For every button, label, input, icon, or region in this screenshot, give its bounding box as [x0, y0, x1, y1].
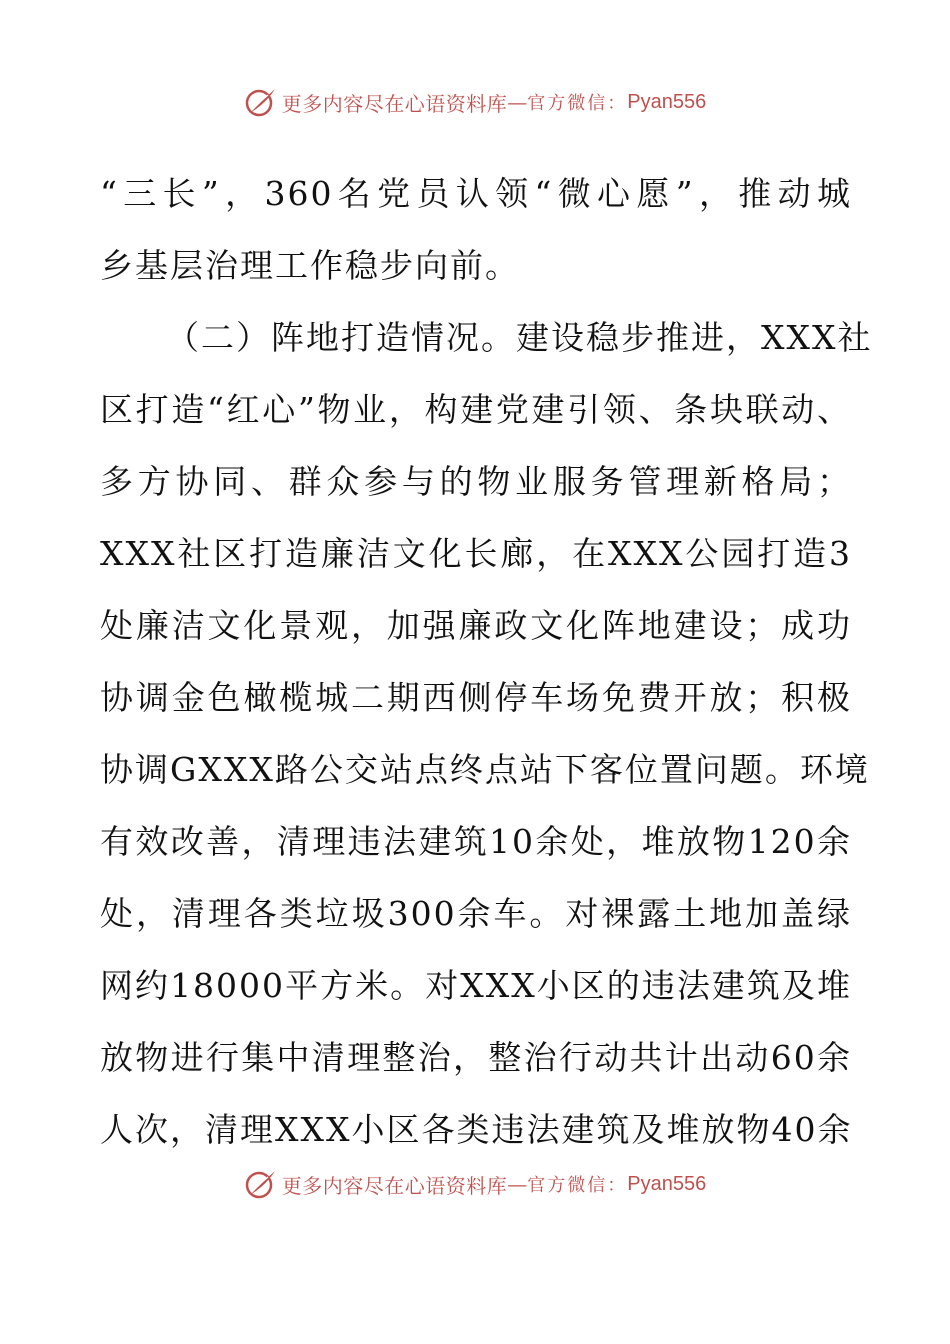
banner-separator: — — [507, 1172, 528, 1196]
paragraph-line: 乡基层治理工作稳步向前。 — [100, 246, 520, 285]
paragraph-line: 协调GXXX路公交站点终点站下客位置问题。环境 — [100, 750, 870, 789]
banner-title: 更多内容尽在心语资料库 — [281, 91, 508, 116]
banner-wechat-label: 官方微信： — [527, 93, 628, 114]
paragraph-line: 网约18000平方米。对XXX小区的违法建筑及堆 — [100, 966, 852, 1005]
header-banner — [0, 82, 950, 122]
paragraph-line: （二）阵地打造情况。建设稳步推进，XXX社 — [166, 318, 873, 357]
paragraph-line: 处廉洁文化景观，加强廉政文化阵地建设；成功 — [100, 606, 852, 645]
banner-title: 更多内容尽在心语资料库 — [281, 1173, 508, 1198]
document-body — [100, 158, 873, 1166]
paragraph-line: 区打造“红心”物业，构建党建引领、条块联动、 — [100, 390, 852, 429]
paragraph-line: 有效改善，清理违法建筑10余处，堆放物120余 — [100, 822, 852, 861]
paragraph-line: 处，清理各类垃圾300余车。对裸露土地加盖绿 — [100, 894, 852, 933]
banner-separator: — — [507, 90, 528, 114]
paragraph-line: 协调金色橄榄城二期西侧停车场免费开放；积极 — [100, 678, 852, 717]
quill-logo-icon — [244, 1167, 278, 1201]
banner-wechat-label: 官方微信： — [527, 1175, 628, 1196]
banner-wechat-id: Pyan556 — [627, 90, 707, 113]
paragraph-line: XXX社区打造廉洁文化长廊，在XXX公园打造3 — [100, 534, 852, 573]
banner-wechat-id: Pyan556 — [627, 1172, 707, 1195]
paragraph-line: 放物进行集中清理整治，整治行动共计出动60余 — [100, 1038, 852, 1077]
paragraph-line: “三长”，360名党员认领“微心愿”，推动城 — [100, 174, 852, 213]
quill-logo-icon — [244, 85, 278, 119]
footer-banner — [0, 1164, 950, 1204]
paragraph-line: 人次，清理XXX小区各类违法建筑及堆放物40余 — [100, 1110, 853, 1149]
paragraph-line: 多方协同、群众参与的物业服务管理新格局； — [100, 462, 852, 501]
